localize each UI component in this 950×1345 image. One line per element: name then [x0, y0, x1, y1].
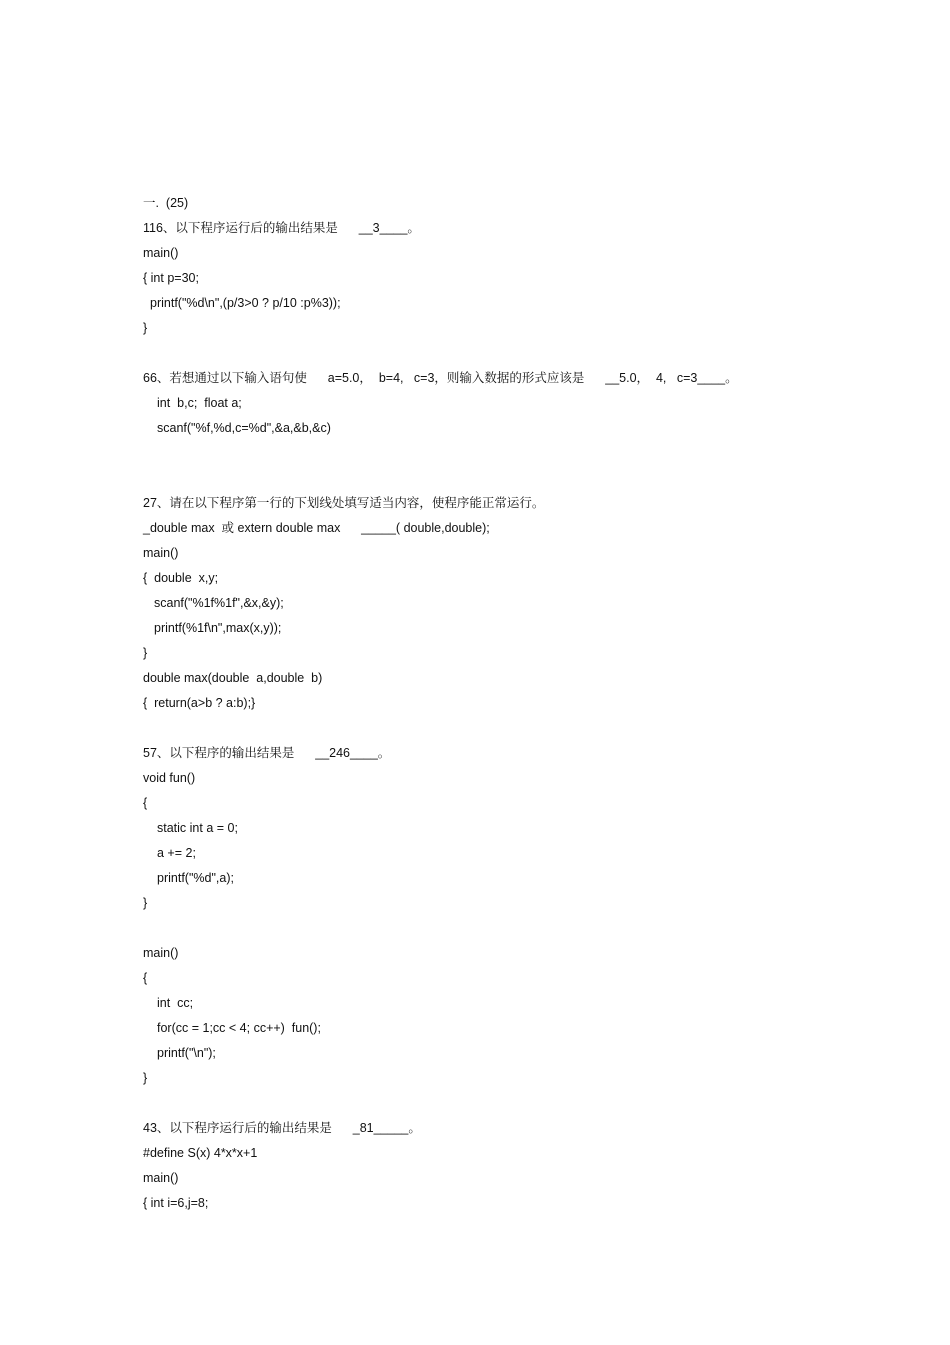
code-line: main(): [143, 246, 179, 260]
question-66: 66、若想通过以下输入语句使 a=5.0， b=4, c=3，则输入数据的形式应该是 __5.0， 4, c=3____。: [143, 371, 738, 385]
code-line: {: [143, 971, 148, 985]
code-line: { int p=30;: [143, 271, 199, 285]
code-line: }: [143, 896, 148, 910]
code-line: for(cc = 1;cc < 4; cc++) fun();: [157, 1021, 321, 1035]
code-line: main(): [143, 946, 179, 960]
code-line: }: [143, 646, 148, 660]
question-27: 27、请在以下程序第一行的下划线处填写适当内容，使程序能正常运行。: [143, 496, 545, 510]
code-line: int b,c; float a;: [157, 396, 242, 410]
code-line: main(): [143, 1171, 179, 1185]
code-line: { return(a>b ? a:b);}: [143, 696, 256, 710]
code-line: scanf("%1f%1f",&x,&y);: [154, 596, 284, 610]
code-line: printf("%d",a);: [157, 871, 234, 885]
code-line: }: [143, 1071, 148, 1085]
code-line: void fun(): [143, 771, 196, 785]
code-line: printf("\n");: [157, 1046, 216, 1060]
code-line: scanf("%f,%d,c=%d",&a,&b,&c): [157, 421, 331, 435]
code-line: { int i=6,j=8;: [143, 1196, 209, 1210]
code-line: main(): [143, 546, 179, 560]
code-line: int cc;: [157, 996, 194, 1010]
code-line: printf(%1f\n",max(x,y));: [154, 621, 282, 635]
code-line: #define S(x) 4*x*x+1: [143, 1146, 258, 1160]
code-line: { double x,y;: [143, 571, 219, 585]
section-heading: 一. (25): [143, 196, 189, 210]
code-line: static int a = 0;: [157, 821, 238, 835]
answer-line: _double max 或 extern double max _____( double,double);: [143, 521, 490, 535]
code-line: double max(double a,double b): [143, 671, 323, 685]
question-43: 43、以下程序运行后的输出结果是 _81_____。: [143, 1121, 421, 1135]
question-57: 57、以下程序的输出结果是 __246____。: [143, 746, 391, 760]
question-116: 116、以下程序运行后的输出结果是 __3____。: [143, 221, 420, 235]
code-line: a += 2;: [157, 846, 196, 860]
code-line: }: [143, 321, 148, 335]
code-line: {: [143, 796, 148, 810]
code-line: printf("%d\n",(p/3>0 ? p/10 :p%3));: [150, 296, 341, 310]
